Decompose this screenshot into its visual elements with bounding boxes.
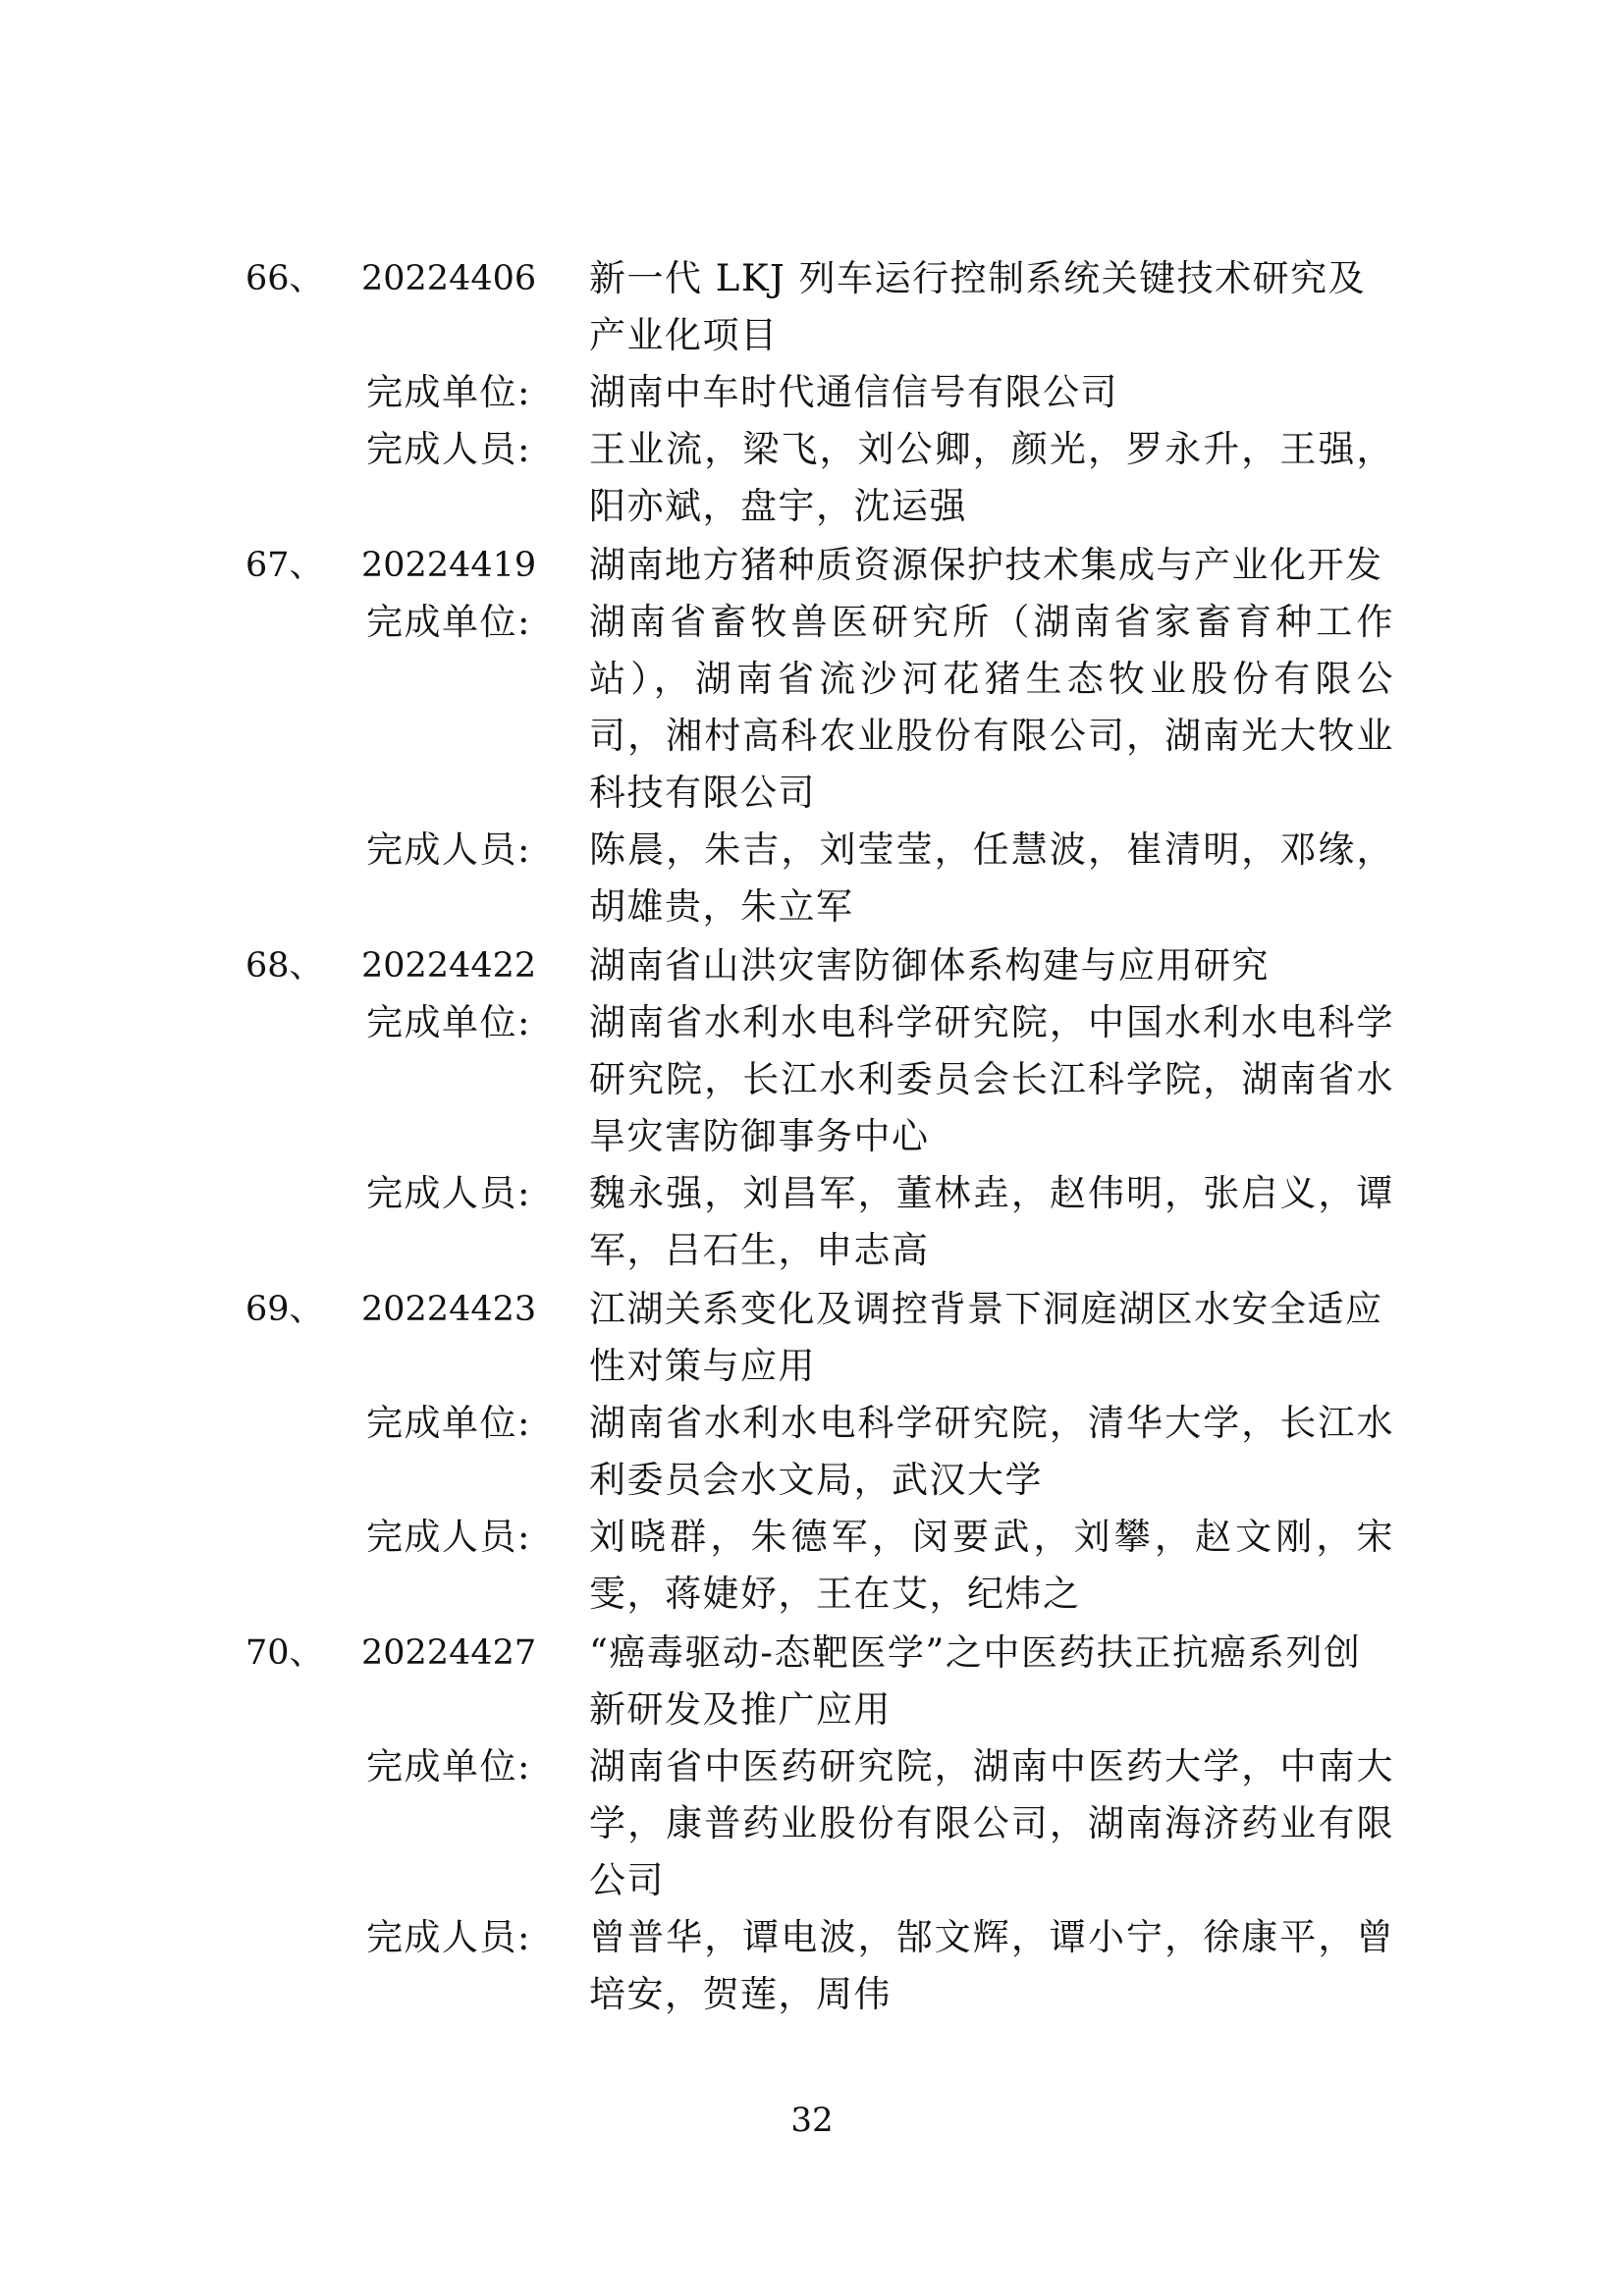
people-value: 魏永强，刘昌军，董林垚，赵伟明，张启义，谭军，吕石生，申志高 — [589, 1172, 1394, 1271]
entry-code: 20224422 — [361, 946, 537, 986]
unit-label: 完成单位: — [366, 371, 531, 413]
page-number: 32 — [790, 2101, 834, 2140]
people-label: 完成人员: — [366, 428, 531, 470]
people-value: 刘晓群，朱德军，闵要武，刘攀，赵文刚，宋雯，蒋婕妤，王在艾，纪炜之 — [589, 1516, 1394, 1615]
entry-code: 20224423 — [361, 1290, 537, 1329]
entry-number: 66、 — [245, 259, 324, 298]
entry-number: 69、 — [245, 1290, 324, 1329]
unit-label: 完成单位: — [366, 1745, 531, 1788]
unit-label: 完成单位: — [366, 601, 531, 643]
entry-title: 湖南地方猪种质资源保护技术集成与产业化开发 — [589, 544, 1383, 586]
unit-value: 湖南中车时代通信信号有限公司 — [589, 371, 1118, 413]
people-label: 完成人员: — [366, 1172, 531, 1214]
unit-label: 完成单位: — [366, 1402, 531, 1444]
entry-number: 68、 — [245, 946, 324, 986]
entry-number: 70、 — [245, 1633, 324, 1673]
people-value: 王业流，梁飞，刘公卿，颜光，罗永升，王强，阳亦斌，盘宇，沈运强 — [589, 428, 1394, 527]
unit-value: 湖南省水利水电科学研究院，清华大学，长江水利委员会水文局，武汉大学 — [589, 1402, 1394, 1501]
entry-number: 67、 — [245, 546, 324, 585]
unit-label: 完成单位: — [366, 1001, 531, 1043]
entry-title: “癌毒驱动-态靶医学”之中医药扶正抗癌系列创新研发及推广应用 — [589, 1631, 1362, 1731]
entry-code: 20224427 — [361, 1633, 537, 1673]
entry-title: 湖南省山洪灾害防御体系构建与应用研究 — [589, 944, 1270, 987]
people-value: 陈晨，朱吉，刘莹莹，任慧波，崔清明，邓缘，胡雄贵，朱立军 — [589, 828, 1394, 928]
people-label: 完成人员: — [366, 828, 531, 871]
entry-code: 20224419 — [361, 546, 537, 585]
unit-value: 湖南省畜牧兽医研究所（湖南省家畜育种工作站），湖南省流沙河花猪生态牧业股份有限公司，湘村高科农业股份有限公司，湖南光大牧业科技有限公司 — [589, 601, 1394, 814]
entry-code: 20224406 — [361, 259, 537, 298]
people-label: 完成人员: — [366, 1516, 531, 1558]
people-label: 完成人员: — [366, 1916, 531, 1958]
entry-title: 新一代 LKJ 列车运行控制系统关键技术研究及产业化项目 — [589, 257, 1367, 356]
people-value: 曾普华，谭电波，郜文辉，谭小宁，徐康平，曾培安，贺莲，周伟 — [589, 1916, 1394, 2015]
unit-value: 湖南省水利水电科学研究院，中国水利水电科学研究院，长江水利委员会长江科学院，湖南省水旱灾害防御事务中心 — [589, 1001, 1394, 1157]
entry-title: 江湖关系变化及调控背景下洞庭湖区水安全适应性对策与应用 — [589, 1288, 1383, 1387]
unit-value: 湖南省中医药研究院，湖南中医药大学，中南大学，康普药业股份有限公司，湖南海济药业有限公司 — [589, 1745, 1394, 1901]
